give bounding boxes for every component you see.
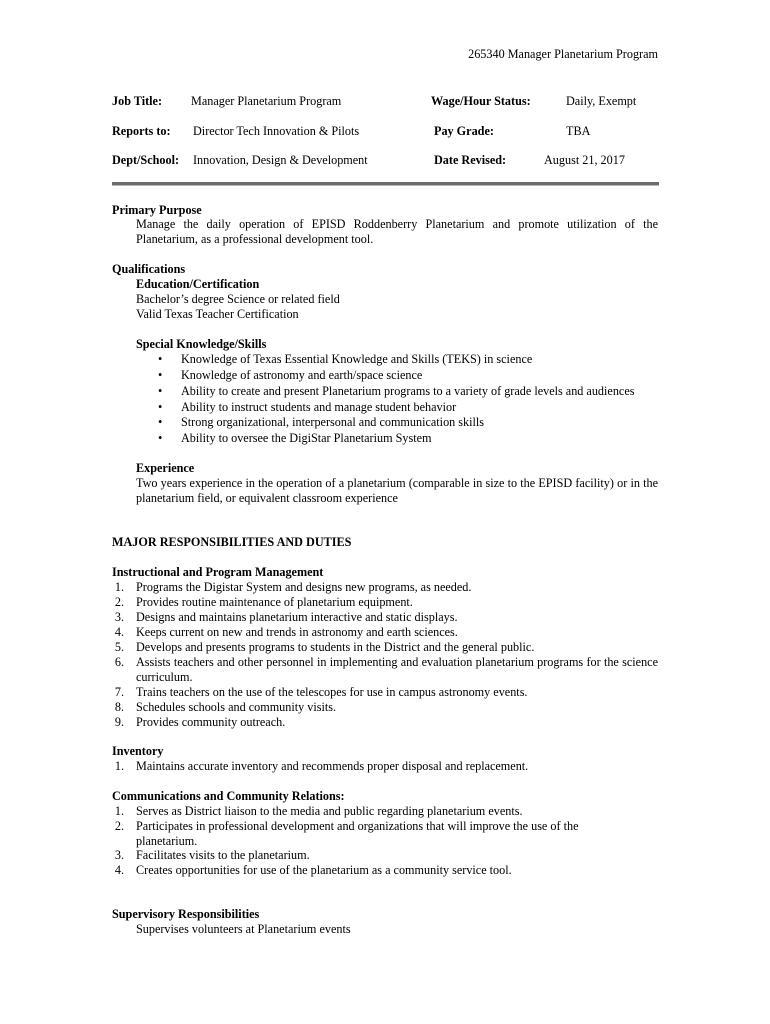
education-line: Bachelor’s degree Science or related field xyxy=(136,292,340,306)
list-item: Participates in professional development and organizations that will improve the use of the planetarium. xyxy=(136,819,579,848)
list-number: 3. xyxy=(114,610,124,624)
list-item: Ability to instruct students and manage student behavior xyxy=(181,400,457,414)
reports-to-label: Reports to: xyxy=(112,124,171,138)
list-number: 9. xyxy=(114,715,124,729)
bullet-icon: • xyxy=(158,384,163,398)
bullet-icon: • xyxy=(158,352,163,366)
wage-status-value: Daily, Exempt xyxy=(566,94,637,108)
skills-heading: Special Knowledge/Skills xyxy=(136,337,267,351)
list-item: Ability to create and present Planetarium programs to a variety of grade levels and audiences xyxy=(181,384,635,398)
list-item: Designs and maintains planetarium interactive and static displays. xyxy=(136,610,458,624)
inventory-heading: Inventory xyxy=(112,744,164,758)
list-item: Schedules schools and community visits. xyxy=(136,700,337,714)
list-number: 5. xyxy=(114,640,124,654)
list-item: Keeps current on new and trends in astronomy and earth sciences. xyxy=(136,625,458,639)
bullet-icon: • xyxy=(158,368,163,382)
supervisory-heading: Supervisory Responsibilities xyxy=(112,907,260,921)
major-responsibilities-heading: MAJOR RESPONSIBILITIES AND DUTIES xyxy=(112,535,352,549)
experience-heading: Experience xyxy=(136,461,195,475)
job-title-label: Job Title: xyxy=(112,94,162,108)
list-number: 2. xyxy=(114,819,124,833)
education-line: Valid Texas Teacher Certification xyxy=(136,307,299,321)
list-number: 6. xyxy=(114,655,124,669)
list-item: Knowledge of astronomy and earth/space science xyxy=(181,368,423,382)
list-item: Facilitates visits to the planetarium. xyxy=(136,848,310,862)
list-number: 7. xyxy=(114,685,124,699)
communications-heading: Communications and Community Relations: xyxy=(112,789,345,803)
wage-status-label: Wage/Hour Status: xyxy=(431,94,531,108)
list-item: Develops and presents programs to students in the District and the general public. xyxy=(136,640,535,654)
list-number: 8. xyxy=(114,700,124,714)
dept-school-value: Innovation, Design & Development xyxy=(193,153,368,167)
list-number: 2. xyxy=(114,595,124,609)
list-number: 1. xyxy=(114,759,124,773)
list-number: 4. xyxy=(114,863,124,877)
date-revised-label: Date Revised: xyxy=(434,153,507,167)
list-number: 4. xyxy=(114,625,124,639)
primary-purpose-heading: Primary Purpose xyxy=(112,203,202,217)
qualifications-heading: Qualifications xyxy=(112,262,186,276)
pay-grade-label: Pay Grade: xyxy=(434,124,494,138)
list-number: 3. xyxy=(114,848,124,862)
list-item: Provides community outreach. xyxy=(136,715,286,729)
date-revised-value: August 21, 2017 xyxy=(544,153,625,167)
list-item: Creates opportunities for use of the planetarium as a community service tool. xyxy=(136,863,512,877)
primary-purpose-text: Manage the daily operation of EPISD Roddenberry Planetarium and promote utilization of the Planetarium, as a professional development tool. xyxy=(136,217,658,246)
list-item: Strong organizational, interpersonal and communication skills xyxy=(181,415,485,429)
list-item: Programs the Digistar System and designs new programs, as needed. xyxy=(136,580,472,594)
list-item: Ability to oversee the DigiStar Planetarium System xyxy=(181,431,432,445)
supervisory-text: Supervises volunteers at Planetarium events xyxy=(136,922,351,936)
bullet-icon: • xyxy=(158,400,163,414)
list-item: Provides routine maintenance of planetarium equipment. xyxy=(136,595,413,609)
pay-grade-value: TBA xyxy=(566,124,591,138)
experience-text: Two years experience in the operation of a planetarium (comparable in size to the EPISD facility) or in the planetarium field, or equivalent classroom experience xyxy=(136,476,658,505)
instructional-heading: Instructional and Program Management xyxy=(112,565,324,579)
list-number: 1. xyxy=(114,580,124,594)
job-title-value: Manager Planetarium Program xyxy=(191,94,342,108)
document-reference: 265340 Manager Planetarium Program xyxy=(468,47,658,61)
list-item: Maintains accurate inventory and recommends proper disposal and replacement. xyxy=(136,759,529,773)
list-item: Knowledge of Texas Essential Knowledge and Skills (TEKS) in science xyxy=(181,352,533,366)
list-item: Serves as District liaison to the media and public regarding planetarium events. xyxy=(136,804,523,818)
list-item: Assists teachers and other personnel in implementing and evaluation planetarium programs for the science curriculum. xyxy=(136,655,658,684)
bullet-icon: • xyxy=(158,415,163,429)
header-divider xyxy=(112,182,659,186)
reports-to-value: Director Tech Innovation & Pilots xyxy=(193,124,360,138)
list-item: Trains teachers on the use of the telescopes for use in campus astronomy events. xyxy=(136,685,528,699)
bullet-icon: • xyxy=(158,431,163,445)
dept-school-label: Dept/School: xyxy=(112,153,180,167)
list-number: 1. xyxy=(114,804,124,818)
education-heading: Education/Certification xyxy=(136,277,260,291)
